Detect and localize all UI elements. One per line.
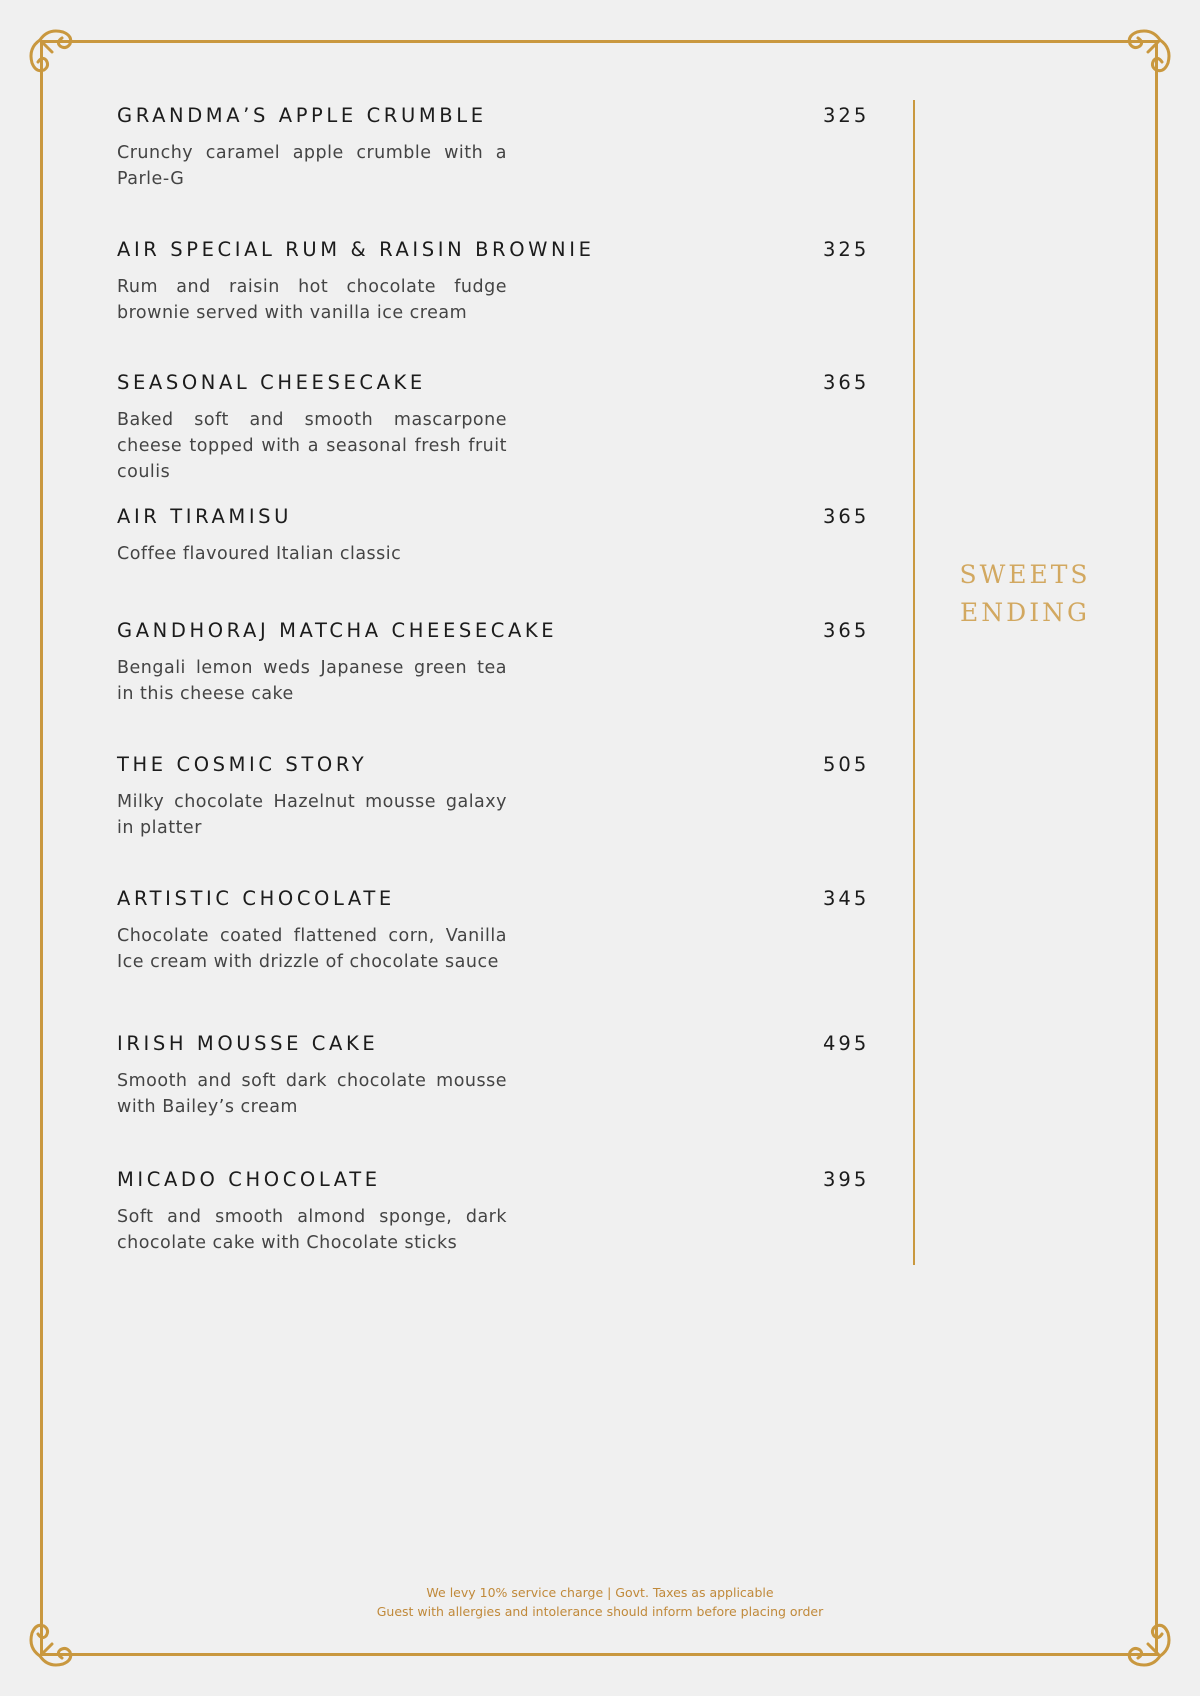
item-price: 395 [823,1168,870,1191]
item-description: Bengali lemon weds Japanese green tea in this cheese cake [117,658,507,704]
item-name: THE COSMIC STORY [117,753,368,776]
item-price: 505 [823,753,870,776]
item-name: SEASONAL CHEESECAKE [117,371,426,394]
item-description: Soft and smooth almond sponge, dark chocolate cake with Chocolate sticks [117,1207,507,1253]
section-title [935,556,1115,632]
item-price: 325 [823,104,870,127]
item-description: Crunchy caramel apple crumble with a Parle-G [117,143,507,189]
ornament-corner-icon [1102,18,1182,98]
item-name: AIR SPECIAL RUM & RAISIN BROWNIE [117,238,595,261]
item-name: MICADO CHOCOLATE [117,1168,381,1191]
footer-service-charge: We levy 10% service charge | Govt. Taxes as applicable [426,1585,774,1600]
item-description: Chocolate coated flattened corn, Vanilla Ice cream with drizzle of chocolate sauce [117,926,507,972]
item-price: 495 [823,1032,870,1055]
item-description: Milky chocolate Hazelnut mousse galaxy in platter [117,792,507,838]
item-description: Coffee flavoured Italian classic [117,544,402,564]
item-price: 365 [823,505,870,528]
item-price: 325 [823,238,870,261]
item-name: AIR TIRAMISU [117,505,293,528]
section-divider [913,100,915,1265]
item-price: 365 [823,619,870,642]
item-description: Baked soft and smooth mascarpone cheese topped with a seasonal fresh fruit coulis [117,410,507,482]
section-title-line: SWEETS [959,560,1091,589]
item-name: GANDHORAJ MATCHA CHEESECAKE [117,619,558,642]
ornament-corner-icon [18,18,98,98]
item-price: 345 [823,887,870,910]
item-name: ARTISTIC CHOCOLATE [117,887,395,910]
item-description: Smooth and soft dark chocolate mousse with Bailey’s cream [117,1071,507,1117]
item-description: Rum and raisin hot chocolate fudge brownie served with vanilla ice cream [117,277,507,323]
section-title-line: ENDING [960,598,1090,627]
item-price: 365 [823,371,870,394]
item-name: GRANDMA’S APPLE CRUMBLE [117,104,487,127]
item-name: IRISH MOUSSE CAKE [117,1032,379,1055]
footer-allergy-note: Guest with allergies and intolerance should inform before placing order [376,1604,824,1619]
